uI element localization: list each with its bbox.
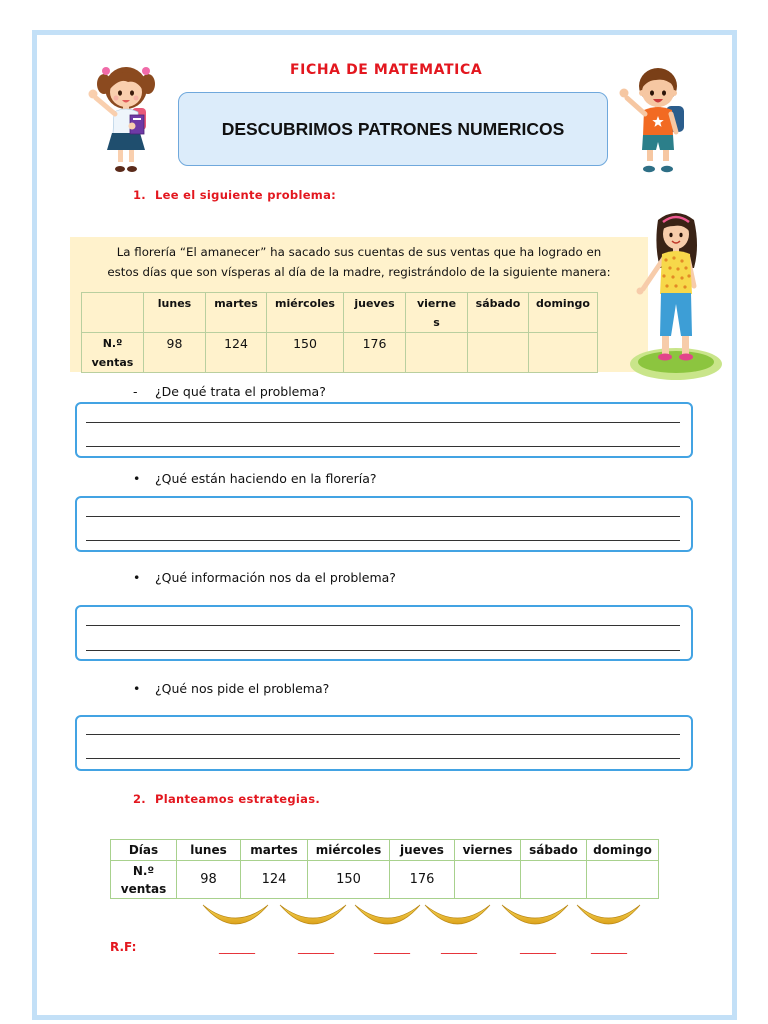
table-header-row [82,293,598,333]
worksheet-heading: DESCUBRIMOS PATRONES NUMERICOS [221,118,565,139]
girl-pointing-illustration [626,206,724,384]
problem-text-line-2: estos días que son vísperas al día de la madre, registrándolo de la siguiente manera: [107,265,611,279]
header-cell-jueves: jueves [390,840,455,861]
question-2-text: ¿Qué están haciendo en la florería? [155,471,377,486]
header-cell-miercoles: miércoles [308,840,390,861]
row-label-sales: N.º ventas [82,333,144,373]
table-header-row [111,840,659,861]
arc-connector-6 [577,905,640,924]
problem-text-line-1: La florería “El amanecer” ha sacado sus cuentas de sus ventas que ha logrado en [116,245,602,259]
header-cell-domingo: domingo [587,840,659,861]
header-cell-sabado: sábado [521,840,587,861]
value-cell-miercoles: 150 [308,861,390,899]
header-cell-lunes: lunes [144,293,206,333]
arc-connector-2 [280,905,346,924]
rf-blank-6: ______ [591,940,627,954]
value-cell-miercoles: 150 [267,333,344,373]
value-cell-jueves: 176 [344,333,406,373]
question-3-text: ¿Qué información nos da el problema? [155,570,396,585]
answer-line [86,758,680,759]
boy-head [639,68,677,110]
grass-patch [630,348,722,380]
table-row-sales [111,861,659,899]
answer-line [86,650,680,651]
question-1-text: ¿De qué trata el problema? [155,384,326,399]
value-cell-domingo [529,333,598,373]
problem-sales-table [81,292,598,373]
answer-line [86,734,680,735]
connector-arcs [0,895,768,935]
arc-connector-4 [425,905,490,924]
worksheet-title: FICHA DE MATEMATICA [290,62,483,78]
answer-line [86,625,680,626]
rf-blank-4: ______ [441,940,477,954]
section-2-title: Planteamos estrategias. [155,792,321,806]
heading-box [178,92,608,166]
value-cell-lunes: 98 [177,861,241,899]
row-label-sales: N.º ventas [111,861,177,899]
answer-box-3 [75,605,693,661]
header-cell-miercoles: miércoles [267,293,344,333]
arc-connector-5 [502,905,568,924]
strategy-sales-table [110,839,659,899]
value-cell-martes: 124 [206,333,267,373]
header-cell-lunes: lunes [177,840,241,861]
table-row-sales [82,333,598,373]
answer-box-1 [75,402,693,458]
value-cell-viernes [406,333,468,373]
section-2-number: 2. [133,792,146,806]
arc-connector-3 [355,905,420,924]
value-cell-sabado [521,861,587,899]
question-3-marker: • [133,570,141,585]
rf-blank-3: ______ [374,940,410,954]
question-2-marker: • [133,471,141,486]
header-label-viernes: viernes [416,297,457,329]
header-cell-martes: martes [206,293,267,333]
value-cell-viernes [455,861,521,899]
answer-box-4 [75,715,693,771]
question-4-text: ¿Qué nos pide el problema? [155,681,330,696]
header-cell-domingo: domingo [529,293,598,333]
answer-line [86,446,680,447]
answer-line [86,516,680,517]
value-cell-domingo [587,861,659,899]
rf-blank-5: ______ [520,940,556,954]
header-cell-jueves: jueves [344,293,406,333]
rf-blank-1: ______ [219,940,255,954]
girl-standing-body [637,251,695,361]
value-cell-lunes: 98 [144,333,206,373]
value-cell-sabado [468,333,529,373]
answer-box-2 [75,496,693,552]
header-cell-corner [82,293,144,333]
answer-line [86,540,680,541]
value-cell-jueves: 176 [390,861,455,899]
value-cell-martes: 124 [241,861,308,899]
girl-waving-illustration [84,58,162,178]
question-4-marker: • [133,681,141,696]
header-cell-viernes: viernes [455,840,521,861]
section-1-number: 1. [133,188,146,202]
rf-label: R.F: [110,940,137,954]
boy-waving-illustration [616,58,696,178]
header-cell-viernes [406,293,468,333]
section-1-title: Lee el siguiente problema: [155,188,337,202]
answer-line [86,422,680,423]
arc-connector-1 [203,905,268,924]
header-cell-martes: martes [241,840,308,861]
header-cell-sabado: sábado [468,293,529,333]
rf-blank-2: ______ [298,940,334,954]
question-1-marker: - [133,384,138,399]
header-cell-dias: Días [111,840,177,861]
